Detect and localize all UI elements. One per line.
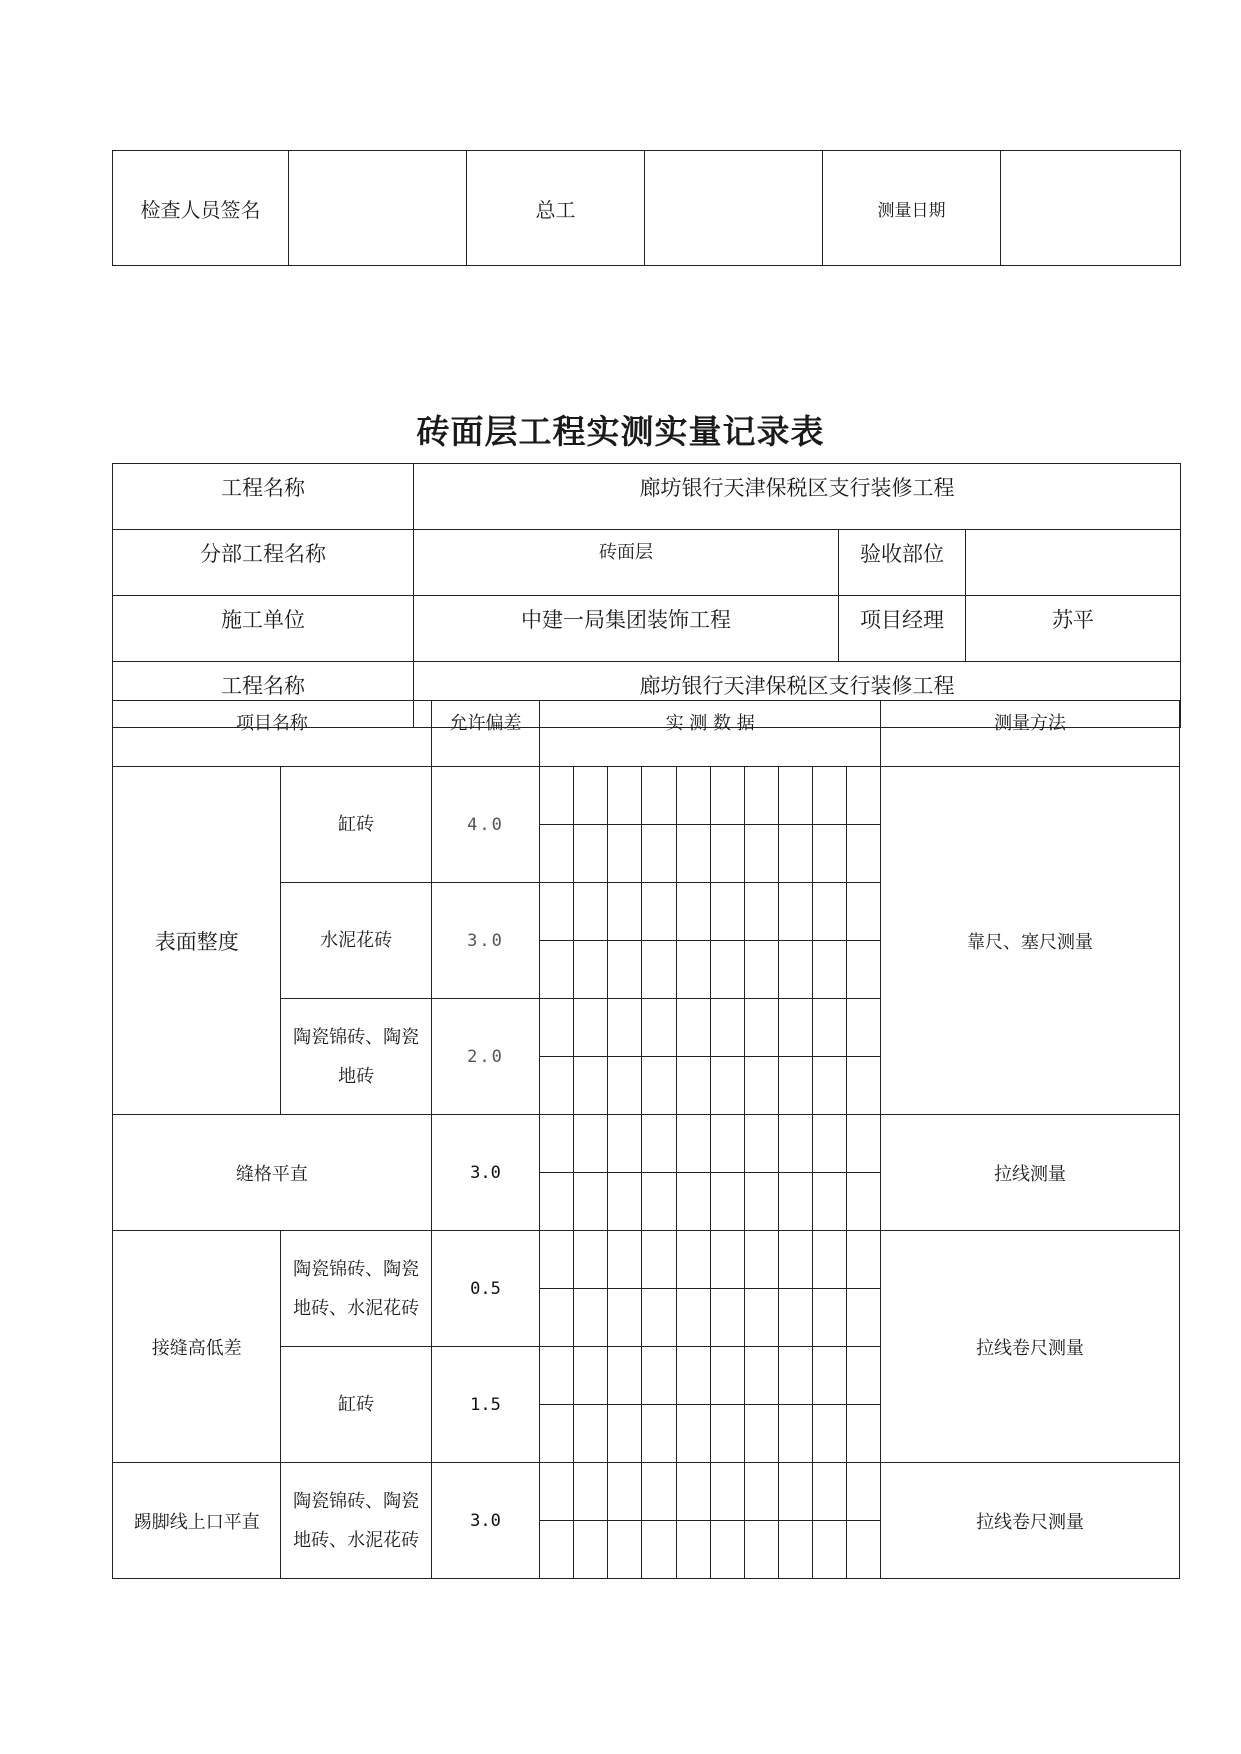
- measurement-cell[interactable]: [812, 941, 846, 999]
- measurement-cell[interactable]: [744, 825, 778, 883]
- measurement-cell[interactable]: [574, 1463, 608, 1521]
- sub-item-name-line: 地砖、水泥花砖: [293, 1297, 420, 1319]
- measurement-cell[interactable]: [744, 1405, 778, 1463]
- measurement-cell[interactable]: [574, 941, 608, 999]
- sub-item-name: [281, 883, 431, 999]
- tolerance-value: 3.0: [431, 883, 539, 999]
- method-value: 拉线卷尺测量: [881, 1463, 1180, 1579]
- measurement-cell[interactable]: [540, 825, 574, 883]
- tolerance-value: 3.0: [431, 1115, 539, 1231]
- measurement-cell[interactable]: [710, 767, 744, 825]
- measurement-cell[interactable]: [540, 1057, 574, 1115]
- measurement-cell[interactable]: [847, 941, 881, 999]
- measurement-cell[interactable]: [540, 767, 574, 825]
- measurement-cell[interactable]: [778, 1405, 812, 1463]
- measurement-cell[interactable]: [574, 767, 608, 825]
- sub-project-label: 分部工程名称: [113, 530, 414, 596]
- sub-item-name-line: 陶瓷锦砖、陶瓷: [293, 1026, 420, 1048]
- measurement-cell[interactable]: [540, 941, 574, 999]
- measurement-cell[interactable]: [847, 825, 881, 883]
- measurement-cell[interactable]: [847, 1347, 881, 1405]
- measurement-cell[interactable]: [608, 941, 642, 999]
- measurement-cell[interactable]: [778, 1289, 812, 1347]
- measurement-cell[interactable]: [812, 1289, 846, 1347]
- measurement-cell[interactable]: [642, 1057, 676, 1115]
- measurement-cell[interactable]: [847, 1173, 881, 1231]
- measurement-cell[interactable]: [642, 1405, 676, 1463]
- measurement-cell[interactable]: [710, 1173, 744, 1231]
- measurement-cell[interactable]: [608, 1405, 642, 1463]
- measurement-cell[interactable]: [676, 1405, 710, 1463]
- measurement-cell[interactable]: [676, 999, 710, 1057]
- measurement-cell[interactable]: [608, 825, 642, 883]
- measurement-cell[interactable]: [540, 1347, 574, 1405]
- measurement-cell[interactable]: [710, 999, 744, 1057]
- sub-item-name-line: 缸砖: [338, 814, 375, 835]
- sub-item-name-line: 地砖、水泥花砖: [293, 1529, 420, 1551]
- measure-date-field[interactable]: [1001, 151, 1181, 266]
- measurement-cell[interactable]: [608, 1057, 642, 1115]
- header-tolerance: 允许偏差: [431, 701, 539, 767]
- measurement-cell[interactable]: [642, 1521, 676, 1579]
- measurement-cell[interactable]: [710, 941, 744, 999]
- measurement-cell[interactable]: [812, 825, 846, 883]
- tolerance-value: 0.5: [431, 1231, 539, 1347]
- measurement-row: [113, 1463, 1180, 1521]
- measurement-cell[interactable]: [778, 1347, 812, 1405]
- measurement-cell[interactable]: [642, 825, 676, 883]
- group-name: 接缝高低差: [113, 1231, 281, 1463]
- measurement-cell[interactable]: [710, 1347, 744, 1405]
- measurement-cell[interactable]: [778, 1231, 812, 1289]
- measurement-cell[interactable]: [676, 767, 710, 825]
- header-method: 测量方法: [881, 701, 1180, 767]
- measurement-cell[interactable]: [744, 1347, 778, 1405]
- measurement-cell[interactable]: [676, 1173, 710, 1231]
- measurement-cell[interactable]: [642, 999, 676, 1057]
- measurement-cell[interactable]: [847, 999, 881, 1057]
- measurement-cell[interactable]: [540, 1115, 574, 1173]
- measurement-cell[interactable]: [710, 1405, 744, 1463]
- measurement-cell[interactable]: [710, 1057, 744, 1115]
- sub-item-name: [281, 1463, 431, 1579]
- method-value: 拉线测量: [881, 1115, 1180, 1231]
- measurement-cell[interactable]: [812, 1405, 846, 1463]
- measurement-cell[interactable]: [778, 767, 812, 825]
- contractor-label: 施工单位: [113, 596, 414, 662]
- measurement-cell[interactable]: [574, 1173, 608, 1231]
- measurement-cell[interactable]: [642, 1115, 676, 1173]
- sub-item-name-line: 陶瓷锦砖、陶瓷: [293, 1490, 420, 1512]
- chief-engineer-label: 总工: [467, 151, 645, 266]
- measurement-row: [113, 767, 1180, 825]
- measurement-cell[interactable]: [847, 767, 881, 825]
- measurement-cell[interactable]: [574, 1521, 608, 1579]
- sub-item-name-line: 水泥花砖: [320, 930, 393, 951]
- measurement-cell[interactable]: [574, 1405, 608, 1463]
- signature-row: [113, 151, 1181, 266]
- measurement-table: [112, 700, 1180, 1579]
- measurement-cell[interactable]: [710, 1521, 744, 1579]
- measurement-cell[interactable]: [710, 1115, 744, 1173]
- measurement-cell[interactable]: [847, 883, 881, 941]
- group-name: 表面整度: [113, 767, 281, 1115]
- measurement-cell[interactable]: [540, 1173, 574, 1231]
- measurement-cell[interactable]: [812, 767, 846, 825]
- measurement-cell[interactable]: [744, 883, 778, 941]
- measurement-cell[interactable]: [676, 1057, 710, 1115]
- header-item-name: 项目名称: [113, 701, 432, 767]
- inspector-signature-field[interactable]: [289, 151, 467, 266]
- measurement-cell[interactable]: [744, 999, 778, 1057]
- group-name: 踢脚线上口平直: [113, 1463, 281, 1579]
- info-row: [113, 530, 1181, 596]
- measurement-cell[interactable]: [812, 1231, 846, 1289]
- measurement-cell[interactable]: [642, 1231, 676, 1289]
- measurement-cell[interactable]: [608, 767, 642, 825]
- measurement-cell[interactable]: [778, 825, 812, 883]
- project-name-value-2: 廊坊银行天津保税区支行装修工程: [414, 662, 1181, 728]
- measurement-cell[interactable]: [642, 1347, 676, 1405]
- measurement-cell[interactable]: [540, 1463, 574, 1521]
- project-manager-value: 苏平: [966, 596, 1181, 662]
- sub-item-name: [281, 1347, 431, 1463]
- measurement-cell[interactable]: [744, 1463, 778, 1521]
- project-info-table: [112, 463, 1181, 728]
- measurement-cell[interactable]: [710, 1289, 744, 1347]
- measurement-cell[interactable]: [608, 1173, 642, 1231]
- measurement-cell[interactable]: [847, 1405, 881, 1463]
- sub-item-name-line: 陶瓷锦砖、陶瓷: [293, 1258, 420, 1280]
- project-manager-label: 项目经理: [839, 596, 966, 662]
- measurement-cell[interactable]: [608, 883, 642, 941]
- measurement-cell[interactable]: [676, 1231, 710, 1289]
- measurement-cell[interactable]: [812, 1057, 846, 1115]
- measurement-cell[interactable]: [778, 941, 812, 999]
- measurement-cell[interactable]: [744, 1231, 778, 1289]
- measurement-cell[interactable]: [676, 941, 710, 999]
- measurement-cell[interactable]: [778, 883, 812, 941]
- measurement-cell[interactable]: [778, 1463, 812, 1521]
- acceptance-part-field[interactable]: [966, 530, 1181, 596]
- measurement-cell[interactable]: [642, 883, 676, 941]
- measurement-cell[interactable]: [812, 883, 846, 941]
- measurement-cell[interactable]: [812, 999, 846, 1057]
- measurement-cell[interactable]: [676, 1115, 710, 1173]
- measurement-cell[interactable]: [574, 1115, 608, 1173]
- measurement-cell[interactable]: [574, 1057, 608, 1115]
- measurement-cell[interactable]: [574, 1231, 608, 1289]
- measurement-cell[interactable]: [608, 1347, 642, 1405]
- measurement-cell[interactable]: [608, 1463, 642, 1521]
- measurement-cell[interactable]: [778, 1521, 812, 1579]
- inspector-label: 检查人员签名: [113, 151, 289, 266]
- measurement-cell[interactable]: [744, 1521, 778, 1579]
- page-title: 砖面层工程实测实量记录表: [416, 412, 825, 451]
- measurement-cell[interactable]: [847, 1115, 881, 1173]
- measurement-cell[interactable]: [778, 1173, 812, 1231]
- sub-item-name: [281, 999, 431, 1115]
- signature-table: [112, 150, 1181, 266]
- measurement-cell[interactable]: [778, 1057, 812, 1115]
- measurement-cell[interactable]: [574, 1289, 608, 1347]
- measurement-cell[interactable]: [847, 1057, 881, 1115]
- measurement-cell[interactable]: [676, 1521, 710, 1579]
- project-name-value: 廊坊银行天津保税区支行装修工程: [414, 464, 1181, 530]
- measurement-cell[interactable]: [744, 1289, 778, 1347]
- sub-item-name-line: 地砖: [338, 1065, 375, 1087]
- measurement-cell[interactable]: [642, 767, 676, 825]
- measurement-cell[interactable]: [540, 1231, 574, 1289]
- measurement-cell[interactable]: [710, 825, 744, 883]
- measurement-cell[interactable]: [847, 1231, 881, 1289]
- measurement-cell[interactable]: [608, 1115, 642, 1173]
- measurement-cell[interactable]: [778, 999, 812, 1057]
- measurement-cell[interactable]: [676, 1347, 710, 1405]
- measurement-cell[interactable]: [642, 1289, 676, 1347]
- measurement-cell[interactable]: [642, 941, 676, 999]
- project-name-label-2: 工程名称: [113, 662, 414, 728]
- sub-project-value: 砖面层: [414, 530, 839, 596]
- header-row: [113, 701, 1180, 767]
- measurement-cell[interactable]: [574, 999, 608, 1057]
- measurement-cell[interactable]: [676, 883, 710, 941]
- method-value: 靠尺、塞尺测量: [881, 767, 1180, 1115]
- sub-item-name-line: 缸砖: [338, 1394, 375, 1415]
- measurement-row: [113, 1231, 1180, 1289]
- measurement-cell[interactable]: [710, 1463, 744, 1521]
- measurement-cell[interactable]: [812, 1463, 846, 1521]
- measurement-cell[interactable]: [540, 1289, 574, 1347]
- measurement-cell[interactable]: [812, 1347, 846, 1405]
- info-row: [113, 596, 1181, 662]
- tolerance-value: 4.0: [431, 767, 539, 883]
- measurement-cell[interactable]: [642, 1463, 676, 1521]
- measurement-row: [113, 1115, 1180, 1173]
- measurement-cell[interactable]: [744, 1057, 778, 1115]
- method-value: 拉线卷尺测量: [881, 1231, 1180, 1463]
- project-name-label: 工程名称: [113, 464, 414, 530]
- measure-date-label: 测量日期: [823, 151, 1001, 266]
- header-measured-data: 实 测 数 据: [540, 701, 881, 767]
- acceptance-part-label: 验收部位: [839, 530, 966, 596]
- measurement-cell[interactable]: [812, 1521, 846, 1579]
- measurement-cell[interactable]: [540, 883, 574, 941]
- measurement-cell[interactable]: [676, 825, 710, 883]
- measurement-cell[interactable]: [608, 1231, 642, 1289]
- measurement-cell[interactable]: [540, 1405, 574, 1463]
- measurement-cell[interactable]: [540, 1521, 574, 1579]
- measurement-cell[interactable]: [608, 1289, 642, 1347]
- measurement-cell[interactable]: [540, 999, 574, 1057]
- measurement-cell[interactable]: [710, 883, 744, 941]
- measurement-cell[interactable]: [812, 1115, 846, 1173]
- measurement-cell[interactable]: [608, 999, 642, 1057]
- chief-engineer-field[interactable]: [645, 151, 823, 266]
- info-row: [113, 464, 1181, 530]
- sub-item-name: [281, 767, 431, 883]
- measurement-cell[interactable]: [574, 1347, 608, 1405]
- tolerance-value: 3.0: [431, 1463, 539, 1579]
- measurement-cell[interactable]: [744, 767, 778, 825]
- measurement-cell[interactable]: [744, 1115, 778, 1173]
- measurement-cell[interactable]: [642, 1173, 676, 1231]
- measurement-cell[interactable]: [778, 1115, 812, 1173]
- measurement-cell[interactable]: [710, 1231, 744, 1289]
- measurement-cell[interactable]: [744, 1173, 778, 1231]
- contractor-value: 中建一局集团装饰工程: [414, 596, 839, 662]
- measurement-cell[interactable]: [812, 1173, 846, 1231]
- measurement-cell[interactable]: [847, 1289, 881, 1347]
- measurement-cell[interactable]: [676, 1463, 710, 1521]
- measurement-cell[interactable]: [574, 883, 608, 941]
- measurement-cell[interactable]: [744, 941, 778, 999]
- measurement-cell[interactable]: [847, 1521, 881, 1579]
- measurement-cell[interactable]: [676, 1289, 710, 1347]
- tolerance-value: 1.5: [431, 1347, 539, 1463]
- measurement-cell[interactable]: [847, 1463, 881, 1521]
- sub-item-name: [281, 1231, 431, 1347]
- measurement-cell[interactable]: [574, 825, 608, 883]
- group-name: 缝格平直: [113, 1115, 432, 1231]
- tolerance-value: 2.0: [431, 999, 539, 1115]
- measurement-cell[interactable]: [608, 1521, 642, 1579]
